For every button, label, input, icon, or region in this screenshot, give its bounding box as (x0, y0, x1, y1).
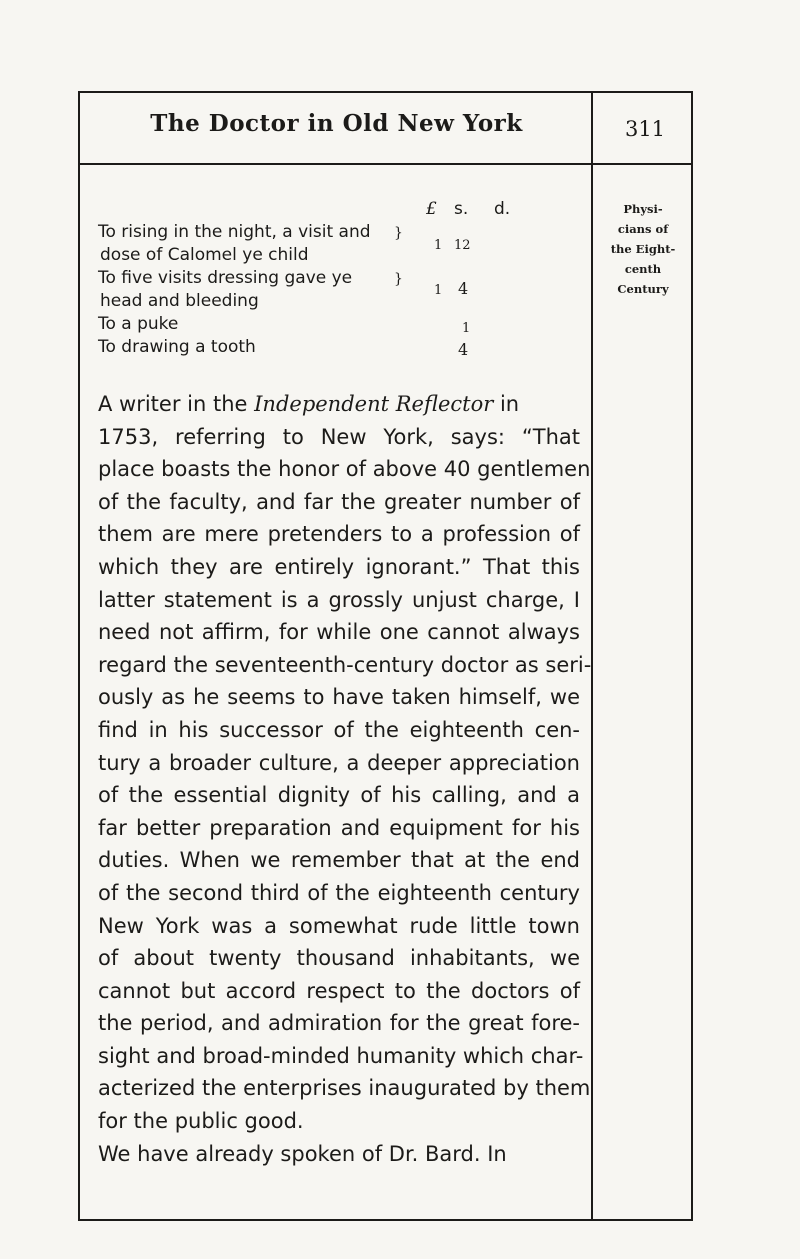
body-line: ously as he seems to have taken himself, we (98, 685, 580, 710)
shillings-column-label: s. (454, 199, 469, 219)
margin-note-line: the Eight- (610, 242, 676, 256)
page-number: 311 (624, 117, 666, 141)
fee-item-line: To a puke (98, 314, 179, 334)
fee-shillings: 4 (458, 340, 469, 359)
body-line: duties. When we remember that at the end (98, 848, 580, 873)
margin-note-line: cians of (617, 222, 669, 236)
body-line: need not affirm, for while one cannot always (98, 620, 580, 645)
fee-item-line: To rising in the night, a visit and (98, 222, 371, 242)
fee-item-description (98, 336, 410, 359)
margin-note-line: Physi- (623, 202, 663, 216)
brace-icon: } (394, 271, 403, 287)
body-line: latter statement is a grossly unjust charge, I (98, 587, 580, 612)
body-line: of the second third of the eighteenth century (98, 880, 580, 905)
body-line: find in his successor of the eighteenth cen- (98, 717, 580, 742)
body-line: them are mere pretenders to a profession of (98, 522, 580, 547)
publication-title: Independent Reflector (254, 392, 494, 416)
body-line: place boasts the honor of above 40 gentlemen (98, 457, 591, 482)
fee-item (98, 313, 568, 336)
body-text-fragment: in (499, 392, 520, 416)
body-text-fragment: A writer in the (98, 392, 248, 416)
margin-note-line: centh (624, 262, 662, 276)
body-line: acterized the enterprises inaugurated by them (98, 1076, 591, 1101)
body-line: cannot but accord respect to the doctors of (98, 978, 580, 1003)
body-line: the period, and admiration for the great fore- (98, 1011, 580, 1036)
body-line (98, 388, 580, 421)
body-line: We have already spoken of Dr. Bard. In (98, 1141, 507, 1166)
fee-pounds: 1 (434, 238, 443, 253)
fee-item-description (98, 221, 410, 267)
fee-item (98, 221, 568, 267)
header-rule (78, 163, 693, 165)
body-line: tury a broader culture, a deeper appreciation (98, 750, 580, 775)
margin-note-line: Century (617, 282, 669, 296)
body-line: New York was a somewhat rude little town (98, 913, 580, 938)
frame-left-rule (78, 91, 80, 1219)
fee-bill (98, 198, 568, 359)
fee-item-line: dose of Calomel ye child (100, 245, 309, 265)
fee-pounds: 1 (434, 283, 443, 298)
fee-item (98, 267, 568, 313)
brace-icon: } (394, 225, 403, 241)
fee-item-description (98, 313, 410, 336)
body-line: of about twenty thousand inhabitants, we (98, 946, 580, 971)
fee-item (98, 336, 568, 359)
pence-column-label: d. (494, 199, 511, 219)
fee-item-description (98, 267, 410, 313)
frame-right-rule (691, 91, 693, 1219)
running-head: The Doctor in Old New York (150, 110, 523, 137)
body-line: of the faculty, and far the greater number of (98, 489, 580, 514)
body-line: which they are entirely ignorant.” That this (98, 554, 580, 579)
fee-bill-header (98, 198, 568, 221)
body-line: regard the seventeenth-century doctor as seri- (98, 652, 592, 677)
fee-shillings: 12 (454, 238, 471, 253)
pounds-column-label: £ (426, 199, 437, 219)
fee-shillings: 1 (462, 321, 471, 336)
margin-note (600, 199, 686, 299)
body-line: of the essential dignity of his calling, and a (98, 783, 580, 808)
fee-item-line: To drawing a tooth (98, 337, 256, 357)
body-line: 1753, referring to New York, says: “That (98, 424, 580, 449)
fee-item-line: head and bleeding (100, 291, 259, 311)
body-text (98, 388, 592, 1170)
body-line: far better preparation and equipment for his (98, 815, 580, 840)
fee-item-line: To five visits dressing gave ye (98, 268, 353, 288)
fee-shillings: 4 (458, 279, 469, 298)
body-line: sight and broad-minded humanity which char- (98, 1043, 584, 1068)
body-line: for the public good. (98, 1109, 304, 1134)
margin-column-rule (591, 91, 593, 1219)
